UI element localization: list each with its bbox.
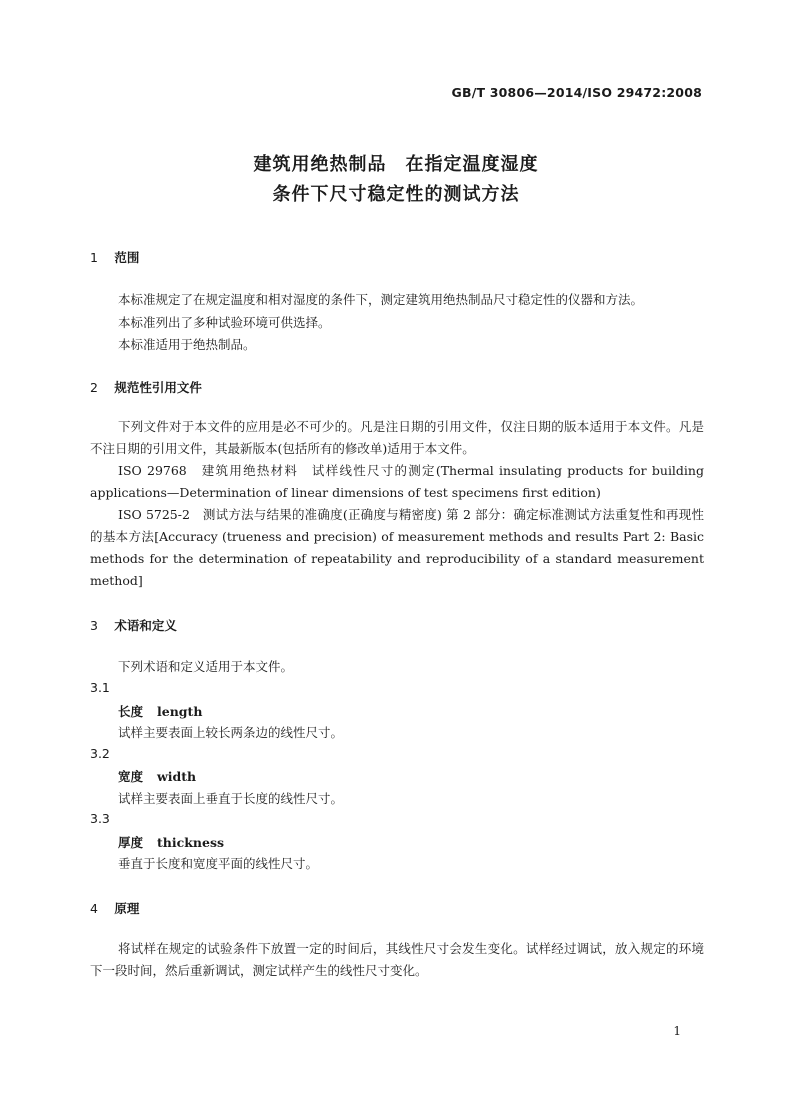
section-number: 1 bbox=[90, 250, 98, 265]
term-definition: 试样主要表面上较长两条边的线性尺寸。 bbox=[118, 725, 344, 740]
section-2-paragraph-1: 下列文件对于本文件的应用是必不可少的。凡是注日期的引用文件，仅注日期的版本适用于本文件。凡是不注日期的引用文件，其最新版本(包括所有的修改单)适用于本文件。 bbox=[90, 419, 704, 456]
standard-code: GB/T 30806—2014/ISO 29472:2008 bbox=[451, 85, 702, 100]
section-title: 原理 bbox=[114, 901, 140, 916]
term-number: 3.3 bbox=[90, 811, 110, 826]
page-number: 1 bbox=[673, 1024, 681, 1038]
section-1-line-1: 本标准规定了在规定温度和相对湿度的条件下，测定建筑用绝热制品尺寸稳定性的仪器和方法。 bbox=[118, 292, 644, 307]
section-1-line-2: 本标准列出了多种试验环境可供选择。 bbox=[118, 315, 331, 330]
section-1-heading bbox=[90, 248, 139, 266]
section-title: 规范性引用文件 bbox=[114, 380, 202, 395]
term-zh: 厚度 bbox=[118, 835, 144, 850]
term-definition: 垂直于长度和宽度平面的线性尺寸。 bbox=[118, 856, 319, 871]
section-2-heading bbox=[90, 378, 202, 396]
section-1-line-3: 本标准适用于绝热制品。 bbox=[118, 337, 256, 352]
term-en: length bbox=[157, 704, 203, 719]
term-number: 3.1 bbox=[90, 680, 110, 695]
term-en: width bbox=[157, 769, 197, 784]
term-en: thickness bbox=[157, 835, 225, 850]
section-number: 2 bbox=[90, 380, 98, 395]
term-title bbox=[118, 702, 202, 720]
term-title bbox=[118, 767, 196, 785]
term-title bbox=[118, 833, 224, 851]
section-2-reference-iso-5725-2: ISO 5725-2 测试方法与结果的准确度(正确度与精密度) 第 2 部分：确定标准测试方法重复性和再现性的基本方法[Accuracy (trueness and precision) of measurement methods and results Part 2: Basic methods for the determination of repeatability and reproducibility of a standard measurement method] bbox=[90, 507, 704, 588]
section-3-heading bbox=[90, 616, 177, 634]
section-title: 术语和定义 bbox=[114, 618, 177, 633]
section-title: 范围 bbox=[114, 250, 140, 265]
section-4-paragraph-1: 将试样在规定的试验条件下放置一定的时间后，其线性尺寸会发生变化。试样经过调试，放入规定的环境下一段时间，然后重新调试，测定试样产生的线性尺寸变化。 bbox=[90, 941, 704, 978]
section-3-intro: 下列术语和定义适用于本文件。 bbox=[118, 659, 294, 674]
document-title-line1: 建筑用绝热制品 在指定温度湿度 bbox=[253, 154, 539, 175]
term-zh: 长度 bbox=[118, 704, 144, 719]
section-number: 3 bbox=[90, 618, 98, 633]
section-number: 4 bbox=[90, 901, 98, 916]
term-definition: 试样主要表面上垂直于长度的线性尺寸。 bbox=[118, 791, 344, 806]
section-2-reference-iso-29768: ISO 29768 建筑用绝热材料 试样线性尺寸的测定(Thermal insulating products for building applications—Determination of linear dimensions of test specimens first edition) bbox=[90, 463, 704, 500]
term-number: 3.2 bbox=[90, 746, 110, 761]
document-title-line2: 条件下尺寸稳定性的测试方法 bbox=[272, 184, 520, 205]
section-4-heading bbox=[90, 899, 139, 917]
term-zh: 宽度 bbox=[118, 769, 144, 784]
